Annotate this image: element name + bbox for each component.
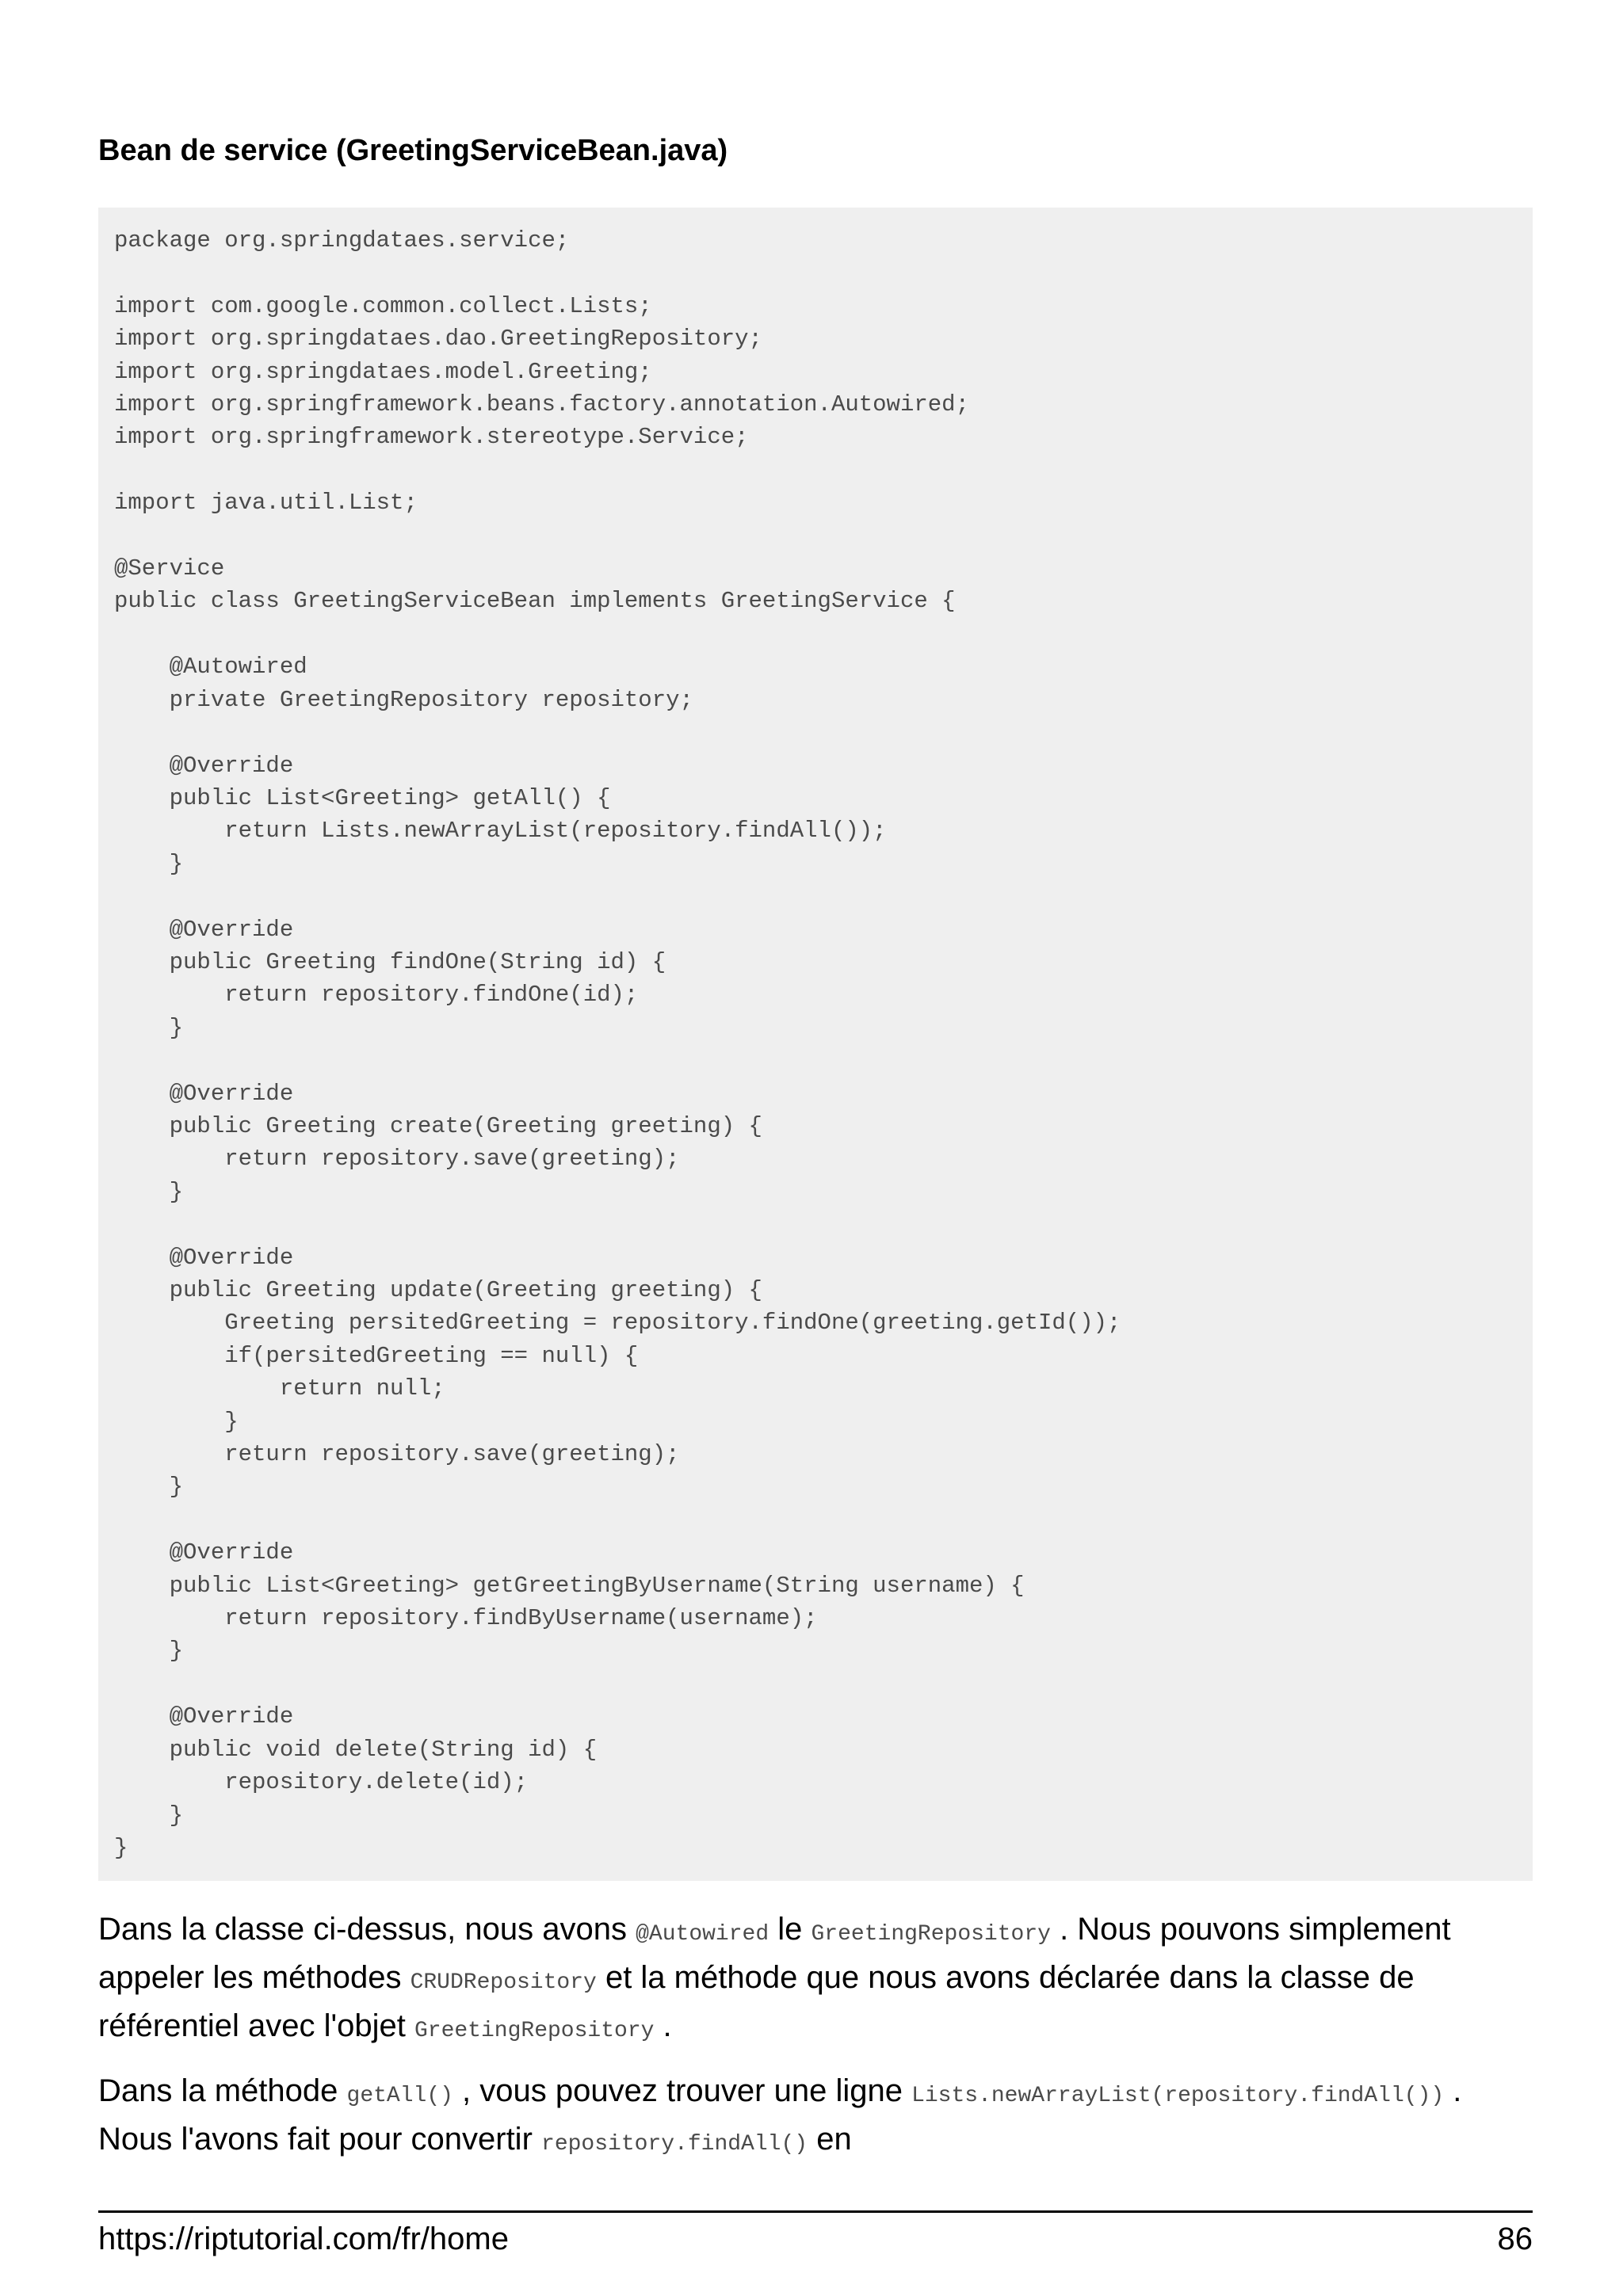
- text-span: et la méthode que nous avons déclarée dans la classe de référentiel avec l'objet: [98, 1960, 1415, 2043]
- inline-code: repository.findAll(): [541, 2132, 808, 2157]
- code-block: [98, 208, 1533, 1881]
- footer-divider: [98, 2210, 1533, 2213]
- section-heading: Bean de service (GreetingServiceBean.java): [98, 134, 728, 167]
- inline-code: getAll(): [346, 2084, 453, 2108]
- text-span: .: [654, 2008, 672, 2043]
- inline-code: GreetingRepository: [811, 1922, 1051, 1947]
- inline-code: CRUDRepository: [410, 1970, 597, 1995]
- text-span: , vous pouvez trouver une ligne: [453, 2073, 912, 2108]
- paragraph-autowired: [98, 1908, 1533, 2053]
- page-number: 86: [1497, 2222, 1533, 2256]
- paragraph-getall: [98, 2069, 1533, 2166]
- text-span: Dans la classe ci-dessus, nous avons: [98, 1912, 636, 1947]
- text-span: . Nous pouvons simplement appeler les méthodes: [98, 1912, 1451, 1995]
- text-span: le: [769, 1912, 812, 1947]
- footer-url: https://riptutorial.com/fr/home: [98, 2222, 509, 2256]
- text-span: Dans la méthode: [98, 2073, 347, 2108]
- inline-code: @Autowired: [636, 1922, 769, 1947]
- inline-code: GreetingRepository: [414, 2019, 655, 2043]
- code-listing: package org.springdataes.service; import com.google.common.collect.Lists; import org.springdataes.dao.GreetingRepository; import org.springdataes.model.Greeting; import org.springframework.beans.factory.annotation.Autowired; import org.springframework.stereotype.Service; import java.util.List; @Service public class GreetingServiceBean implements GreetingService { @Autowired private GreetingRepository repository; @Override public List<Greeting> getAll() { return Lists.newArrayList(repository.findAll()); } @Override public Greeting findOne(String id) { return repository.findOne(id); } @Override public Greeting create(Greeting greeting) { return repository.save(greeting); } @Override public Greeting update(Greeting greeting) { Greeting persitedGreeting = repository.findOne(greeting.getId()); if(persitedGreeting == null) { return null; } return repository.save(greeting); } @Override public List<Greeting> getGreetingByUsername(String username) { return repository.findByUsername(username); } @Override public void delete(String id) { repository.delete(id); } }: [114, 227, 1121, 1861]
- text-span: en: [808, 2122, 852, 2157]
- text-span: . Nous l'avons fait pour convertir: [98, 2073, 1462, 2157]
- inline-code: Lists.newArrayList(repository.findAll()): [911, 2084, 1445, 2108]
